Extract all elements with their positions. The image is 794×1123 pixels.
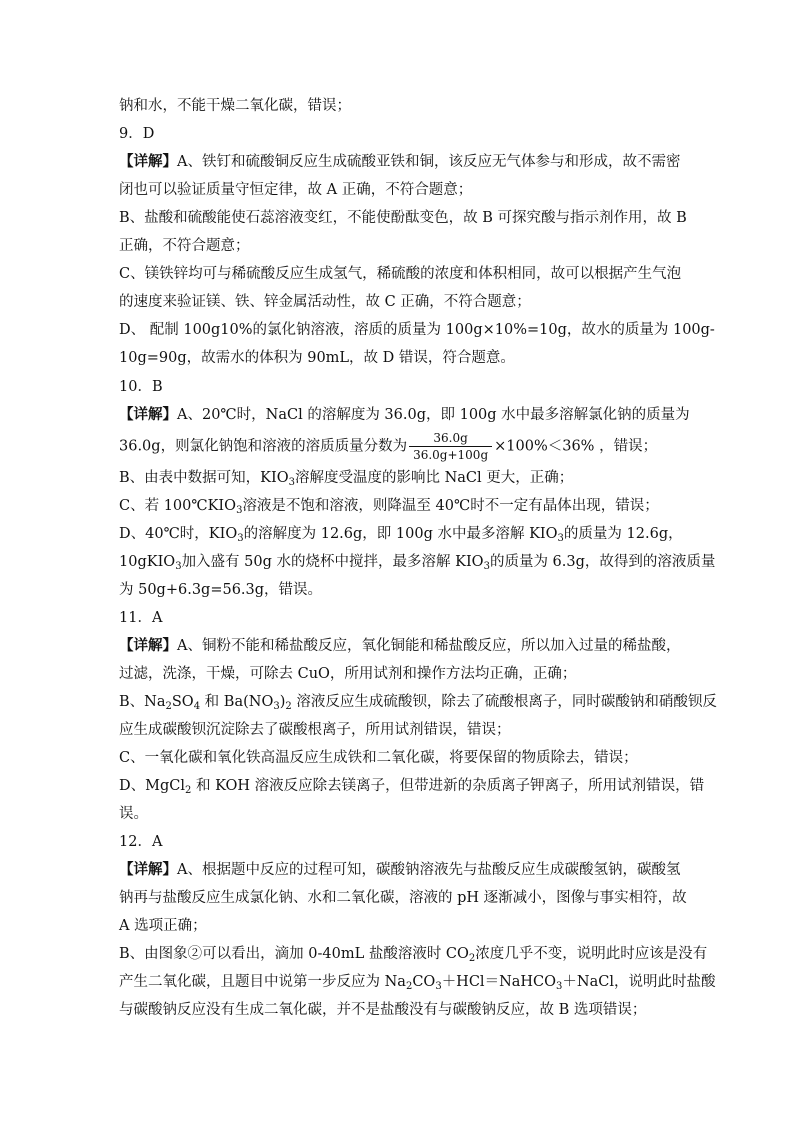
text-line: 的速度来验证镁、铁、锌金属活动性，故 C 正确，不符合题意； (119, 294, 531, 310)
text-line: D、 配制 100g10%的氯化钠溶液，溶质的质量为 100g×10%=10g，故水的质量为 100g- (119, 322, 715, 338)
text-line: 10gKIO$_3$加入盛有 50g 水的烧杯中搅拌，最多溶解 $KIO_3$的质量为 6.3g，故得到的溶液质量 (119, 554, 716, 572)
answer-heading-11: 11．A (119, 610, 163, 626)
text-line: 【详解】A、铜粉不能和稀盐酸反应，氧化铜能和稀盐酸反应，所以加入过量的稀盐酸， (119, 637, 681, 654)
fraction: $\frac{36.0g}{36.0g+100g}$ (409, 430, 492, 463)
text-line: D、MgCl$_2$ 和 KOH 溶液反应除去镁离子，但带进新的杂质离子钾离子，所用试剂错误，错 (119, 778, 705, 796)
answer-heading-9: 9．D (119, 126, 155, 142)
text-line: D、40℃时，$KIO_3$的溶解度为 12.6g，即 100g 水中最多溶解 $KIO_3$的质量为 12.6g， (119, 526, 683, 544)
answer-heading-10: 10．B (119, 379, 163, 395)
text-line: 过滤，洗涤，干燥，可除去 CuO，所用试剂和操作方法均正确，正确； (119, 666, 577, 682)
text-line: C、若 $100℃KIO_3$溶液是不饱和溶液，则降温至 40℃时不一定有晶体出现，错误； (119, 498, 659, 516)
text-line: 为 50g+6.3g=56.3g，错误。 (119, 582, 323, 598)
text-line: 【详解】A、铁钉和硫酸铜反应生成硫酸亚铁和铜，该反应无气体参与和形成，故不需密 (119, 153, 681, 170)
detail-label: 【详解】 (119, 861, 177, 878)
text-line: 10g=90g，故需水的体积为 90mL，故 D 错误，符合题意。 (119, 350, 515, 366)
text-line: B、$Na_2SO_4$ 和 $Ba(NO_3)_2$ 溶液反应生成硫酸钡，除去了硫酸根离子，同时碳酸钠和硝酸钡反 (119, 694, 717, 712)
text-line: 误。 (119, 806, 148, 822)
text-line: B、由图象②可以看出，滴加 0-40mL 盐酸溶液时 $CO_2$浓度几乎不变，说明此时应该是没有 (119, 946, 708, 964)
text-line: 应生成碳酸钡沉淀除去了碳酸根离子，所用试剂错误，错误； (119, 722, 511, 738)
text-line: 钠和水，不能干燥二氧化碳，错误； (119, 98, 351, 114)
text-line: 【详解】A、根据题中反应的过程可知，碳酸钠溶液先与盐酸反应生成碳酸氢钠，碳酸氢 (119, 861, 681, 878)
text-line: C、一氧化碳和氧化铁高温反应生成铁和二氧化碳，将要保留的物质除去，错误； (119, 750, 638, 766)
text-line: 与碳酸钠反应没有生成二氧化碳，并不是盐酸没有与碳酸钠反应，故 B 选项错误； (119, 1002, 647, 1018)
answer-heading-12: 12．A (119, 834, 163, 850)
text-line: 钠再与盐酸反应生成氯化钠、水和二氧化碳，溶液的 pH 逐渐减小，图像与事实相符，故 (119, 890, 687, 906)
text-line: C、镁铁锌均可与稀硫酸反应生成氢气，稀硫酸的浓度和体积相同，故可以根据产生气泡 (119, 266, 682, 282)
text-line: A 选项正确； (119, 918, 207, 934)
detail-label: 【详解】 (119, 637, 177, 654)
detail-label: 【详解】 (119, 153, 177, 170)
text-line: 正确，不符合题意； (119, 238, 250, 254)
text-line: 产生二氧化碳，且题目中说第一步反应为 $Na_2CO_3+HCl=NaHCO_3+NaCl$，说明此时盐酸 (119, 974, 716, 992)
text-line: B、盐酸和硫酸能使石蕊溶液变红，不能使酚酞变色，故 B 可探究酸与指示剂作用，故 B (119, 210, 687, 226)
text-line: 【详解】A、20℃时，NaCl 的溶解度为 36.0g，即 100g 水中最多溶解氯化钠的质量为 (119, 406, 690, 423)
text-line: 闭也可以验证质量守恒定律，故 A 正确，不符合题意； (119, 182, 473, 198)
text-line: B、由表中数据可知，$KIO_3$溶解度受温度的影响比 NaCl 更大，正确； (119, 470, 574, 488)
detail-label: 【详解】 (119, 406, 177, 423)
text-line: 36.0g，则氯化钠饱和溶液的溶质质量分数为 $\frac{36.0g}{36.0g+100g}$ ×100%＜36% ，错误； (119, 431, 658, 462)
